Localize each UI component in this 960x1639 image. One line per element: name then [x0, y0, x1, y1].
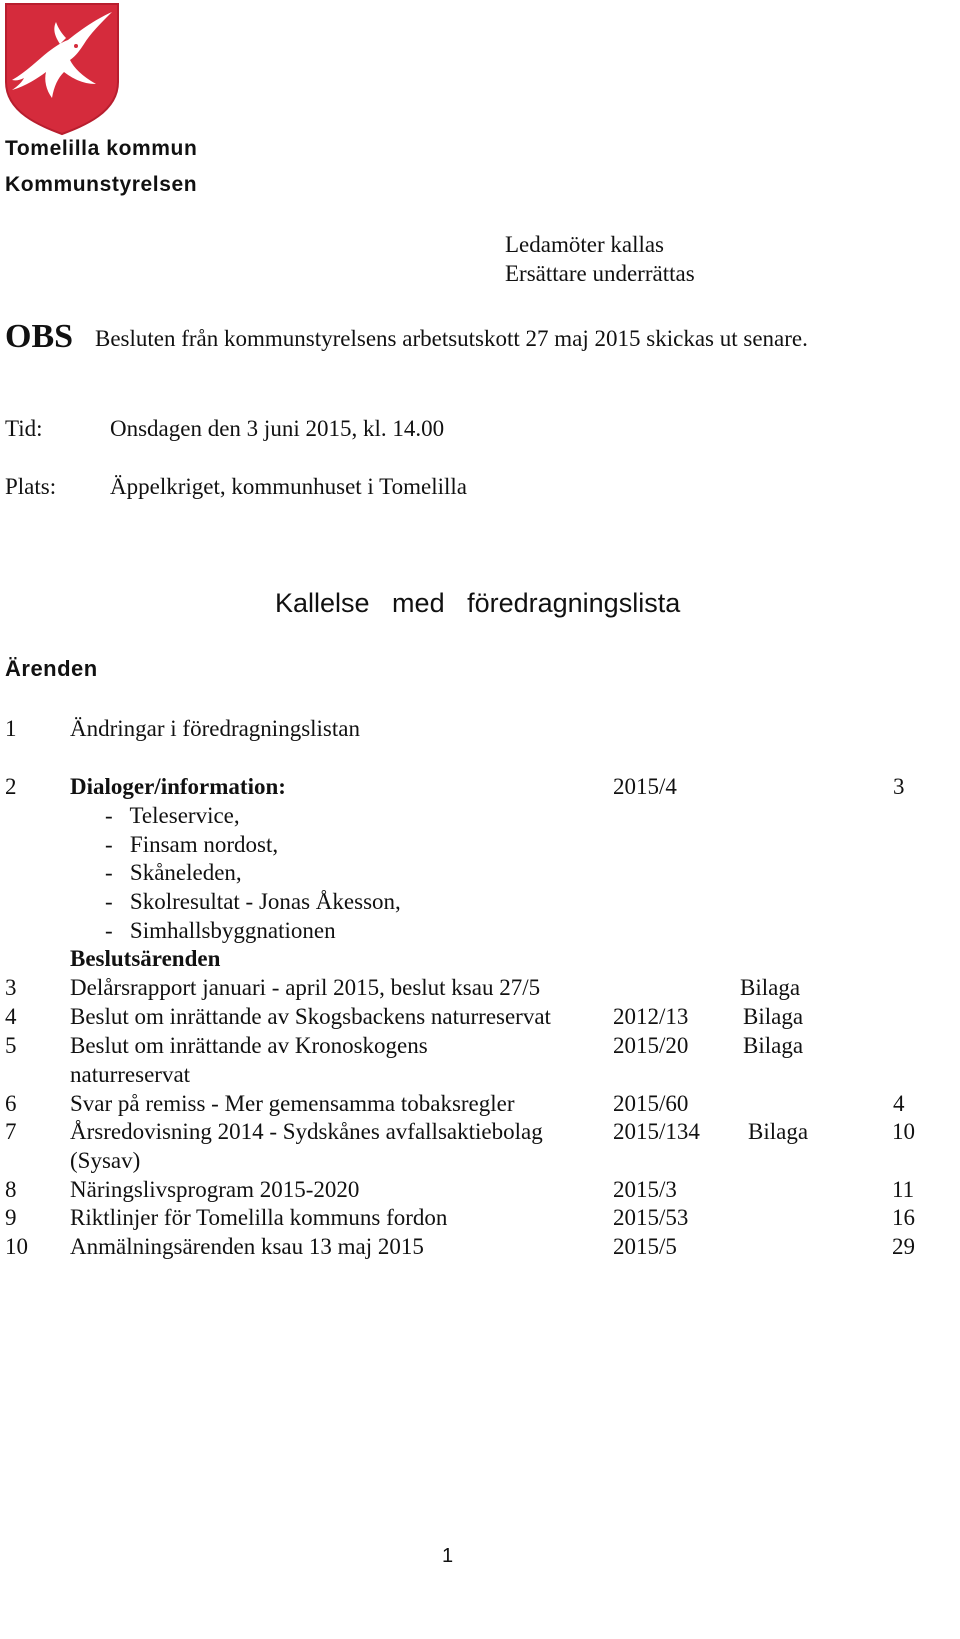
agenda-row: [0, 1091, 960, 1121]
agenda-subitem: [0, 889, 960, 919]
row-number: 2: [5, 774, 17, 799]
agenda-row: [0, 1004, 960, 1034]
subitem-text: - Teleservice,: [105, 803, 240, 828]
row-dnr: 2015/20: [613, 1033, 689, 1058]
agenda-row: [0, 1033, 960, 1063]
document-title: Kallelse med föredragningslista: [275, 588, 681, 618]
decision-items-heading: Beslutsärenden: [70, 946, 221, 971]
row-dnr: 2015/5: [613, 1234, 677, 1259]
row-title: Dialoger/information:: [70, 774, 286, 799]
recipients-substitutes: Ersättare underrättas: [505, 261, 695, 286]
subitem-text: - Skåneleden,: [105, 860, 242, 885]
obs-notice-text: Besluten från kommunstyrelsens arbetsutskott 27 maj 2015 skickas ut senare.: [95, 326, 808, 351]
agenda-row: [0, 1205, 960, 1235]
row-title: naturreservat: [70, 1062, 191, 1087]
row-number: 3: [5, 975, 17, 1000]
row-attachment: Bilaga: [748, 1119, 809, 1144]
row-number: 1: [5, 716, 17, 741]
agenda-subitem: [0, 832, 960, 862]
row-title: Årsredovisning 2014 - Sydskånes avfallsaktiebolag: [70, 1119, 543, 1144]
agenda-subitem: [0, 918, 960, 948]
row-title: Beslut om inrättande av Skogsbackens naturreservat: [70, 1004, 551, 1029]
row-number: 7: [5, 1119, 17, 1144]
row-page: 4: [893, 1091, 905, 1116]
place-value: Äppelkriget, kommunhuset i Tomelilla: [110, 474, 467, 499]
recipients-members: Ledamöter kallas: [505, 232, 665, 257]
row-page: 10: [892, 1119, 915, 1144]
row-title: Beslut om inrättande av Kronoskogens: [70, 1033, 428, 1058]
agenda-row: [0, 1234, 960, 1264]
subitem-text: - Finsam nordost,: [105, 832, 279, 857]
row-number: 9: [5, 1205, 17, 1230]
board-name: Kommunstyrelsen: [5, 173, 198, 196]
row-page: 3: [893, 774, 905, 799]
row-title: Delårsrapport januari - april 2015, beslut ksau 27/5: [70, 975, 541, 1000]
agenda-row: [0, 774, 960, 804]
obs-label: OBS: [5, 318, 74, 355]
row-dnr: 2015/134: [613, 1119, 700, 1144]
subitem-text: - Simhallsbyggnationen: [105, 918, 336, 943]
section-title: Ärenden: [5, 656, 98, 681]
page-number: 1: [442, 1545, 454, 1567]
agenda-subitem: [0, 860, 960, 890]
row-number: 10: [5, 1234, 28, 1259]
row-attachment: Bilaga: [743, 1033, 804, 1058]
row-title: Ändringar i föredragningslistan: [70, 716, 360, 741]
coat-of-arms-logo-icon: [4, 2, 122, 136]
agenda-row-continuation: [0, 1148, 960, 1178]
row-number: 5: [5, 1033, 17, 1058]
row-dnr: 2015/60: [613, 1091, 689, 1116]
row-attachment: Bilaga: [743, 1004, 804, 1029]
row-title: (Sysav): [70, 1148, 141, 1173]
row-page: 11: [892, 1177, 915, 1202]
agenda-row-continuation: [0, 1062, 960, 1092]
place-label: Plats:: [5, 474, 57, 499]
time-label: Tid:: [5, 416, 43, 441]
row-dnr: 2015/4: [613, 774, 677, 799]
agenda-row: [0, 1119, 960, 1149]
row-number: 8: [5, 1177, 17, 1202]
row-title: Riktlinjer för Tomelilla kommuns fordon: [70, 1205, 448, 1230]
agenda-subheading: [0, 946, 960, 976]
row-page: 29: [892, 1234, 915, 1259]
row-number: 6: [5, 1091, 17, 1116]
row-number: 4: [5, 1004, 17, 1029]
row-dnr: 2015/53: [613, 1205, 689, 1230]
row-title: Svar på remiss - Mer gemensamma tobaksregler: [70, 1091, 515, 1116]
agenda-subitem: [0, 803, 960, 833]
agenda-row: [0, 975, 960, 1005]
row-title: Näringslivsprogram 2015-2020: [70, 1177, 360, 1202]
row-dnr: 2015/3: [613, 1177, 677, 1202]
row-attachment: Bilaga: [740, 975, 801, 1000]
municipality-name: Tomelilla kommun: [5, 137, 198, 160]
subitem-text: - Skolresultat - Jonas Åkesson,: [105, 889, 401, 914]
row-dnr: 2012/13: [613, 1004, 689, 1029]
agenda-row: [0, 716, 960, 746]
row-title: Anmälningsärenden ksau 13 maj 2015: [70, 1234, 424, 1259]
time-value: Onsdagen den 3 juni 2015, kl. 14.00: [110, 416, 445, 441]
agenda-row: [0, 1177, 960, 1207]
row-page: 16: [892, 1205, 915, 1230]
